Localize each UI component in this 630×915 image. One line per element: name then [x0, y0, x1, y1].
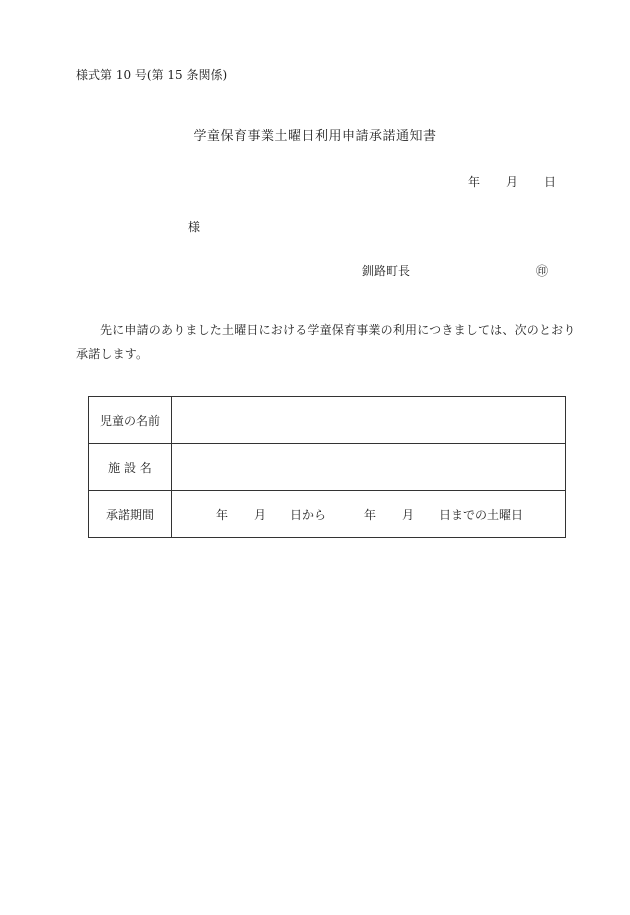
- facility-name-value: [172, 444, 566, 491]
- period-from-day: 日から: [290, 508, 327, 522]
- info-table: [88, 396, 566, 538]
- form-number: 様式第 10 号(第 15 条関係): [76, 68, 228, 82]
- date-year: 年: [468, 175, 481, 189]
- seal-mark: ㊞: [536, 264, 549, 278]
- issuer-name: 釧路町長: [362, 264, 411, 278]
- date-line: [468, 173, 556, 190]
- period-to-day: 日までの土曜日: [439, 508, 524, 522]
- date-month: 月: [506, 175, 519, 189]
- row-label-facility-name: 施 設 名: [89, 444, 172, 491]
- period-to-month: 月: [402, 508, 415, 522]
- approval-period-value: [172, 491, 566, 538]
- period-from-year: 年: [216, 508, 229, 522]
- table-row: [89, 397, 566, 444]
- body-text: 先に申請のありました土曜日における学童保育事業の利用につきましては、次のとおり承諾します。: [76, 323, 576, 361]
- period-from-month: 月: [254, 508, 267, 522]
- row-label-approval-period: 承諾期間: [89, 491, 172, 538]
- document-title: 学童保育事業土曜日利用申請承諾通知書: [193, 129, 437, 144]
- date-day: 日: [544, 175, 557, 189]
- row-label-child-name: 児童の名前: [89, 397, 172, 444]
- child-name-value: [172, 397, 566, 444]
- period-to-year: 年: [364, 508, 377, 522]
- addressee-suffix: 様: [188, 220, 201, 234]
- table-row: [89, 491, 566, 538]
- table-row: [89, 444, 566, 491]
